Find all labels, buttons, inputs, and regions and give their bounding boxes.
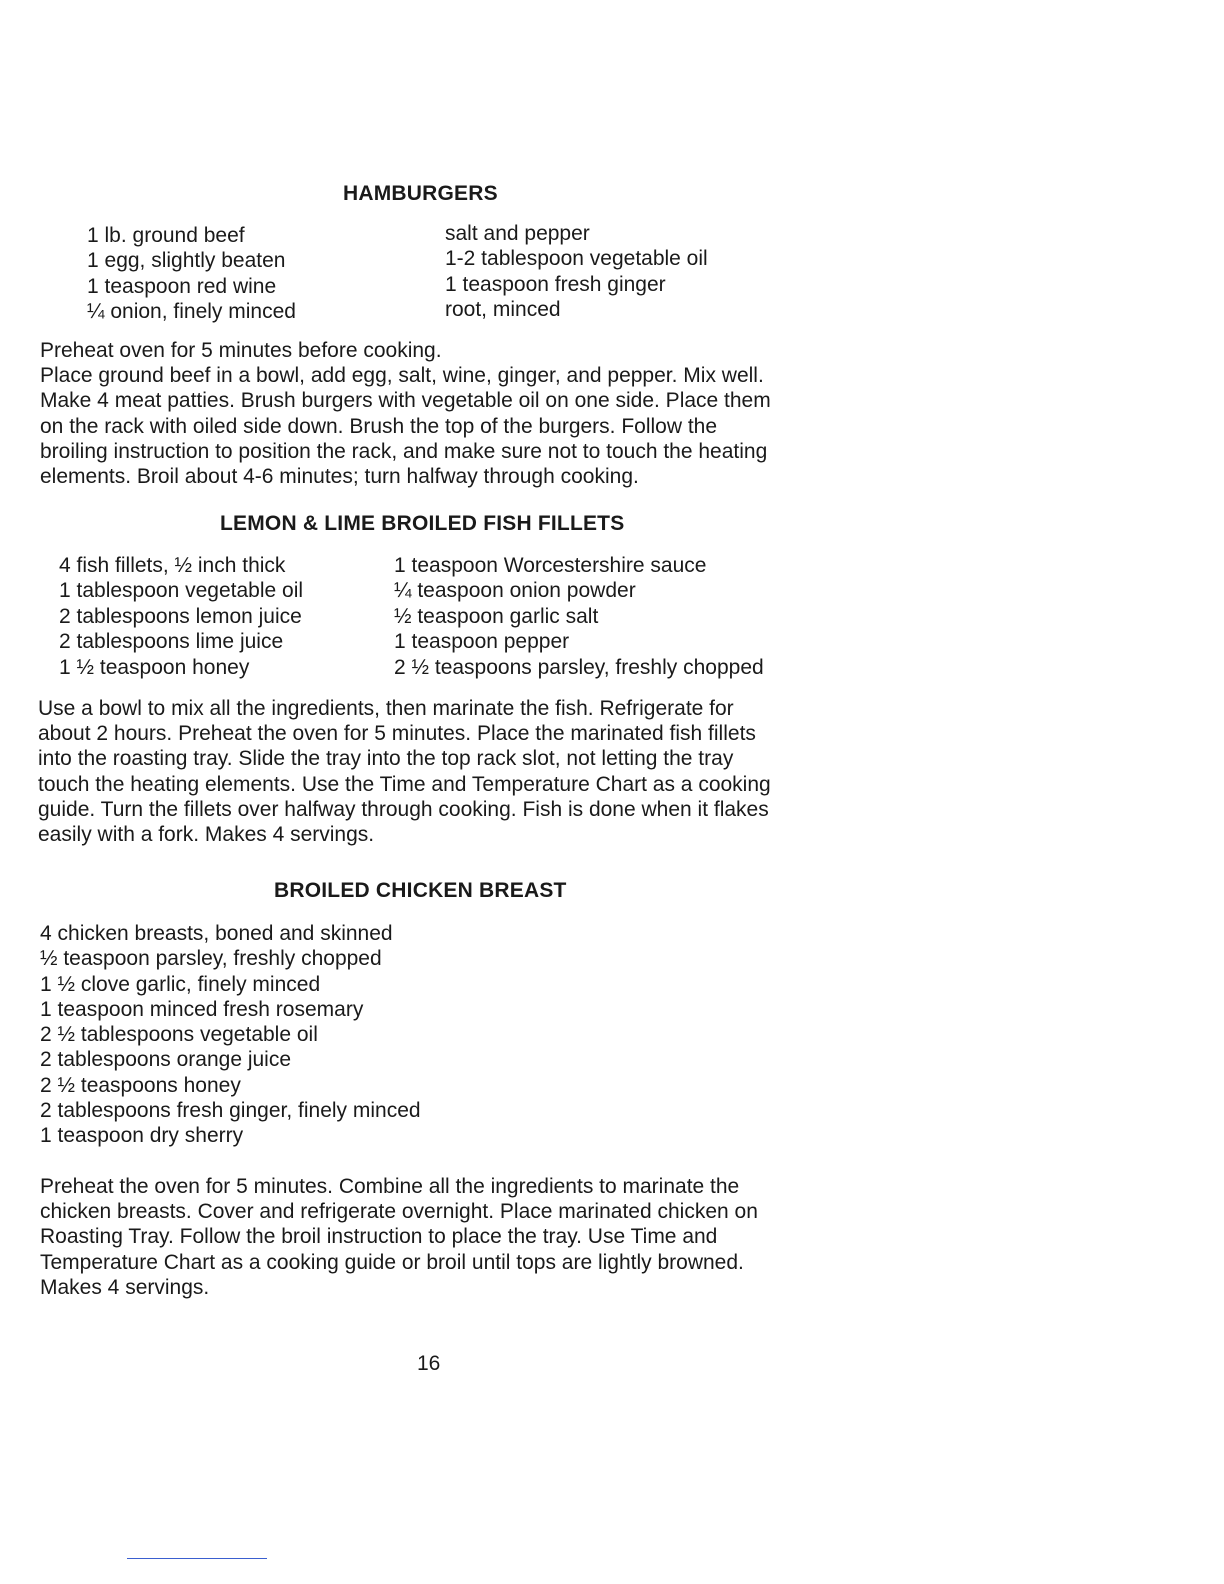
ingredient-line: 1 teaspoon fresh ginger	[445, 272, 666, 296]
direction-line: touch the heating elements. Use the Time and Temperature Chart as a cooking	[38, 772, 771, 796]
ingredient-line: 1 teaspoon minced fresh rosemary	[40, 997, 364, 1021]
direction-line: Makes 4 servings.	[40, 1275, 210, 1299]
chicken-ingredients	[40, 921, 421, 1149]
recipe-title-chicken-breast: BROILED CHICKEN BREAST	[274, 879, 567, 902]
direction-line: Make 4 meat patties. Brush burgers with vegetable oil on one side. Place them	[40, 389, 771, 413]
direction-line: Preheat the oven for 5 minutes. Combine all the ingredients to marinate the	[40, 1175, 740, 1198]
direction-line: Place ground beef in a bowl, add egg, salt, wine, ginger, and pepper. Mix well.	[40, 364, 764, 388]
footer-rule	[127, 1558, 267, 1559]
page-number: 16	[417, 1352, 441, 1375]
ingredient-line: 1 teaspoon pepper	[394, 630, 570, 654]
direction-line: on the rack with oiled side down. Brush the top of the burgers. Follow the	[40, 414, 718, 438]
ingredient-line: root, minced	[445, 298, 561, 322]
direction-line: about 2 hours. Preheat the oven for 5 minutes. Place the marinated fish fillets	[38, 722, 756, 746]
ingredient-line: 4 fish fillets, ½ inch thick	[59, 554, 286, 577]
direction-line: broiling instruction to position the rack, and make sure not to touch the heating	[40, 439, 768, 463]
recipe-title-hamburgers: HAMBURGERS	[343, 182, 498, 205]
ingredient-line: 1 teaspoon Worcestershire sauce	[394, 554, 707, 577]
ingredient-line: 2 tablespoons fresh ginger, finely minced	[40, 1099, 421, 1123]
ingredient-line: salt and pepper	[445, 222, 590, 245]
ingredient-line: ¼ onion, finely minced	[87, 300, 296, 324]
chicken-directions	[40, 1174, 758, 1300]
direction-line: easily with a fork. Makes 4 servings.	[38, 823, 375, 847]
hamburgers-ingredients-right	[445, 221, 708, 323]
fish-directions	[38, 696, 771, 847]
ingredient-line: 2 tablespoons lemon juice	[59, 604, 302, 628]
ingredient-line: ½ teaspoon garlic salt	[394, 604, 599, 628]
ingredient-line: 2 ½ teaspoons parsley, freshly chopped	[394, 655, 764, 679]
direction-line: chicken breasts. Cover and refrigerate overnight. Place marinated chicken on	[40, 1200, 758, 1224]
ingredient-line: 1 tablespoon vegetable oil	[59, 579, 304, 603]
fish-ingredients-left	[59, 553, 303, 680]
direction-line: guide. Turn the fillets over halfway through cooking. Fish is done when it flakes	[38, 797, 769, 821]
ingredient-line: 2 ½ tablespoons vegetable oil	[40, 1023, 318, 1047]
ingredient-line: 4 chicken breasts, boned and skinned	[40, 922, 393, 945]
ingredient-line: 1 lb. ground beef	[87, 224, 245, 247]
direction-line: Roasting Tray. Follow the broil instruction to place the tray. Use Time and	[40, 1225, 718, 1249]
ingredient-line: 1 teaspoon dry sherry	[40, 1124, 244, 1148]
ingredient-line: 1-2 tablespoon vegetable oil	[445, 247, 708, 271]
recipe-title-fish-fillets: LEMON & LIME BROILED FISH FILLETS	[220, 512, 625, 535]
ingredient-line: 1 ½ teaspoon honey	[59, 655, 250, 679]
hamburgers-directions	[40, 338, 771, 489]
ingredient-line: 1 egg, slightly beaten	[87, 249, 286, 273]
direction-line: Use a bowl to mix all the ingredients, then marinate the fish. Refrigerate for	[38, 697, 734, 720]
fish-ingredients-right	[394, 553, 764, 680]
direction-line: elements. Broil about 4-6 minutes; turn halfway through cooking.	[40, 465, 639, 489]
direction-line: Temperature Chart as a cooking guide or broil until tops are lightly browned.	[40, 1250, 744, 1274]
ingredient-line: ¼ teaspoon onion powder	[394, 579, 636, 603]
ingredient-line: 2 tablespoons orange juice	[40, 1048, 292, 1072]
ingredient-line: ½ teaspoon parsley, freshly chopped	[40, 947, 382, 971]
ingredient-line: 1 ½ clove garlic, finely minced	[40, 972, 321, 996]
ingredient-line: 2 tablespoons lime juice	[59, 630, 284, 654]
ingredient-line: 2 ½ teaspoons honey	[40, 1073, 241, 1097]
hamburgers-ingredients-left	[87, 223, 296, 325]
direction-line: Preheat oven for 5 minutes before cooking.	[40, 339, 442, 362]
ingredient-line: 1 teaspoon red wine	[87, 274, 277, 298]
direction-line: into the roasting tray. Slide the tray into the top rack slot, not letting the tray	[38, 747, 734, 771]
